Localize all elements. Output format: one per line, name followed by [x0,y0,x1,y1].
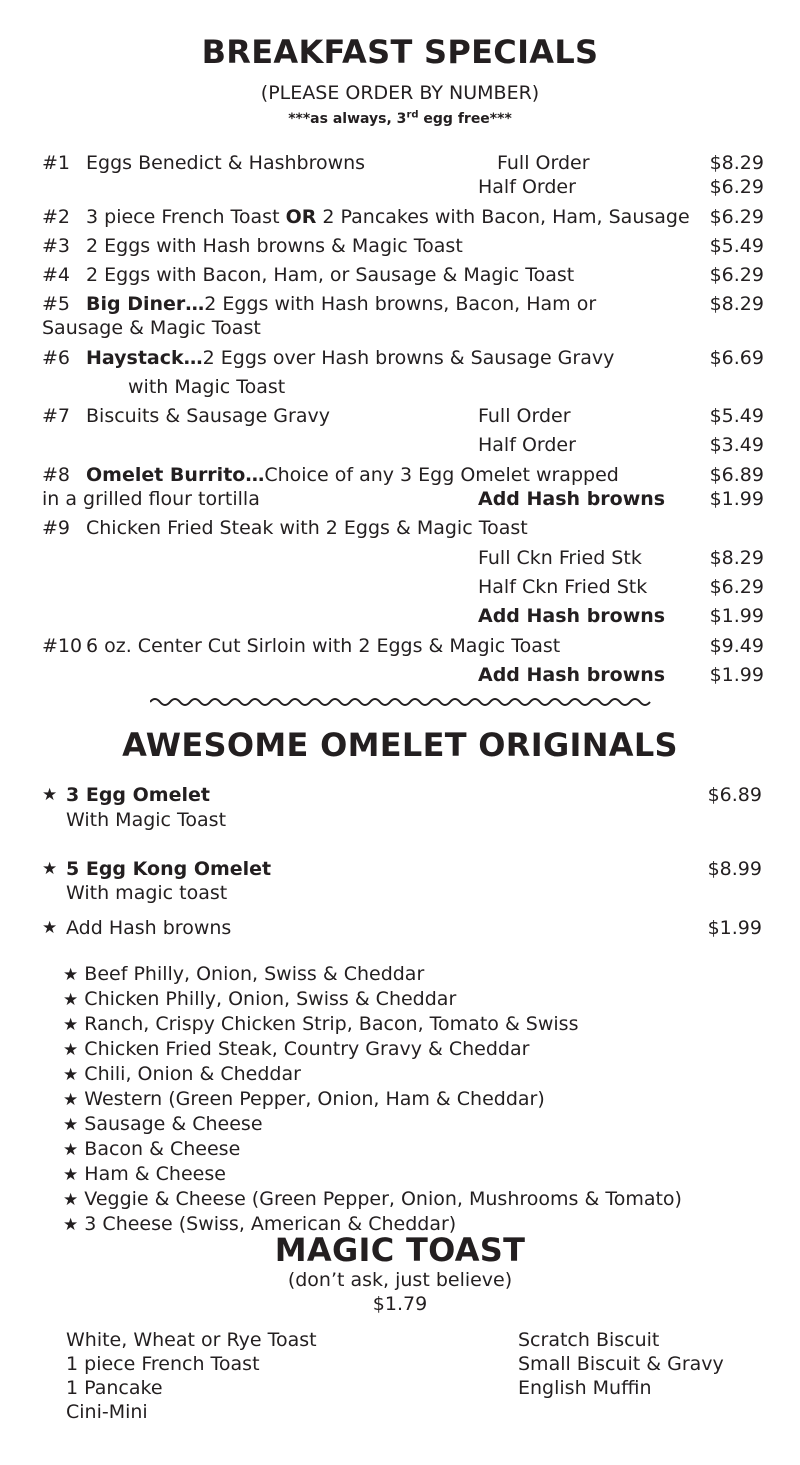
star-icon: ★ [63,990,79,1010]
list-item: ★ Ranch, Crispy Chicken Strip, Bacon, Tomato & Swiss [63,1013,579,1035]
list-item: ★ Beef Philly, Onion, Swiss & Cheddar [63,963,425,985]
item-description: Big Diner…2 Eggs with Hash browns, Bacon, Ham or [86,293,597,315]
item-number: #9 [42,517,71,539]
star-icon: ★ [63,1040,79,1060]
item-description: 2 Eggs with Bacon, Ham, or Sausage & Magic Toast [86,264,575,286]
item-description-continued: Sausage & Magic Toast [42,317,261,339]
list-item: ★ Chicken Fried Steak, Country Gravy & Cheddar [63,1038,530,1060]
item-description-continued: in a grilled flour tortilla [42,488,260,510]
item-number: #4 [42,264,71,286]
list-item: Cini-Mini [66,1401,148,1423]
item-number: #1 [42,152,71,174]
item-description: Biscuits & Sausage Gravy [86,405,330,427]
addon-price: $1.99 [709,488,764,510]
item-number: #7 [42,405,71,427]
omelets-title: AWESOME OMELET ORIGINALS [122,726,678,764]
item-description: 6 oz. Center Cut Sirloin with 2 Eggs & Magic Toast [86,635,561,657]
list-item: ★ Veggie & Cheese (Green Pepper, Onion, Mushrooms & Tomato) [63,1188,682,1210]
item-description: Eggs Benedict & Hashbrowns [86,152,366,174]
list-item: White, Wheat or Rye Toast [66,1329,317,1351]
magic-toast-left-list [66,1328,317,1424]
list-item: ★ Chicken Philly, Onion, Swiss & Cheddar [63,988,457,1010]
item-option: Full Ckn Fried Stk [478,547,642,569]
list-item: 1 piece French Toast [66,1353,260,1375]
item-price: $6.29 [709,264,764,286]
list-item: English Muffin [518,1377,652,1399]
item-number: #5 [42,293,71,315]
magic-toast-price: $1.79 [372,1293,428,1315]
addon-price: $1.99 [707,917,762,939]
star-icon: ★ [42,918,58,938]
item-price: $8.29 [709,152,764,174]
item-price: $6.89 [709,464,764,486]
item-price: $6.29 [709,576,764,598]
item-price: $5.49 [709,405,764,427]
item-description: 2 Eggs with Hash browns & Magic Toast [86,235,463,257]
magic-toast-right-list [518,1328,724,1400]
omelet-varieties-list [63,962,682,1237]
item-description: Omelet Burrito…Choice of any 3 Egg Omelet wrapped [86,464,619,486]
item-price: $9.49 [709,635,764,657]
list-item: ★ 3 Cheese (Swiss, American & Cheddar) [63,1213,457,1235]
item-price: $3.49 [709,434,764,456]
item-price: $6.29 [709,206,764,228]
list-item: Small Biscuit & Gravy [518,1353,724,1375]
star-icon: ★ [63,1165,79,1185]
item-number: #8 [42,464,71,486]
star-icon: ★ [63,1065,79,1085]
omelet-subtitle: With Magic Toast [66,809,227,831]
list-item: ★ Western (Green Pepper, Onion, Ham & Cheddar) [63,1088,545,1110]
item-option: Half Ckn Fried Stk [478,576,648,598]
list-item: ★ Chili, Onion & Cheddar [63,1063,301,1085]
omelet-price: $6.89 [707,784,762,806]
star-icon: ★ [63,965,79,985]
omelet-price: $8.99 [707,858,762,880]
addon-price: $1.99 [709,605,764,627]
list-item: ★ Bacon & Cheese [63,1138,241,1160]
star-icon: ★ [63,1140,79,1160]
item-description: Haystack…2 Eggs over Hash browns & Sausage Gravy [86,347,615,369]
star-icon: ★ [42,785,58,805]
list-item: 1 Pancake [66,1377,163,1399]
item-price: $8.29 [709,547,764,569]
star-icon: ★ [63,1215,79,1235]
item-option: Full Order [478,405,571,427]
item-price: $6.69 [709,347,764,369]
omelet-name: 3 Egg Omelet [66,784,210,806]
magic-toast-title: MAGIC TOAST [274,1231,526,1269]
item-number: #10 [42,635,83,657]
item-description: 3 piece French Toast OR 2 Pancakes with Bacon, Ham, Sausage [86,206,690,228]
item-option: Half Order [478,434,576,456]
item-description-continued: with Magic Toast [128,376,286,398]
magic-toast-subtitle: (don’t ask, just believe) [287,1269,513,1291]
addon-price: $1.99 [709,664,764,686]
item-option: Full Order [497,152,590,174]
item-option: Half Order [478,176,576,198]
list-item: Scratch Biscuit [518,1329,660,1351]
item-number: #3 [42,235,71,257]
star-icon: ★ [63,1190,79,1210]
item-price: $5.49 [709,235,764,257]
wavy-divider [150,694,652,710]
breakfast-subtitle: (PLEASE ORDER BY NUMBER) [260,82,540,104]
breakfast-note: ***as always, 3rd egg free*** [288,109,512,127]
addon-label: Add Hash browns [478,488,666,510]
addon-label: Add Hash browns [478,605,666,627]
list-item: ★ Sausage & Cheese [63,1113,263,1135]
star-icon: ★ [63,1115,79,1135]
item-price: $6.29 [709,176,764,198]
item-number: #2 [42,206,71,228]
omelet-subtitle: With magic toast [66,882,228,904]
omelet-name: 5 Egg Kong Omelet [66,858,272,880]
list-item: ★ Ham & Cheese [63,1163,226,1185]
item-price: $8.29 [709,293,764,315]
star-icon: ★ [63,1090,79,1110]
star-icon: ★ [42,859,58,879]
star-icon: ★ [63,1015,79,1035]
item-description: Chicken Fried Steak with 2 Eggs & Magic Toast [86,517,528,539]
addon-label: Add Hash browns [66,917,232,939]
addon-label: Add Hash browns [478,664,666,686]
item-number: #6 [42,347,71,369]
breakfast-title: BREAKFAST SPECIALS [201,33,599,71]
